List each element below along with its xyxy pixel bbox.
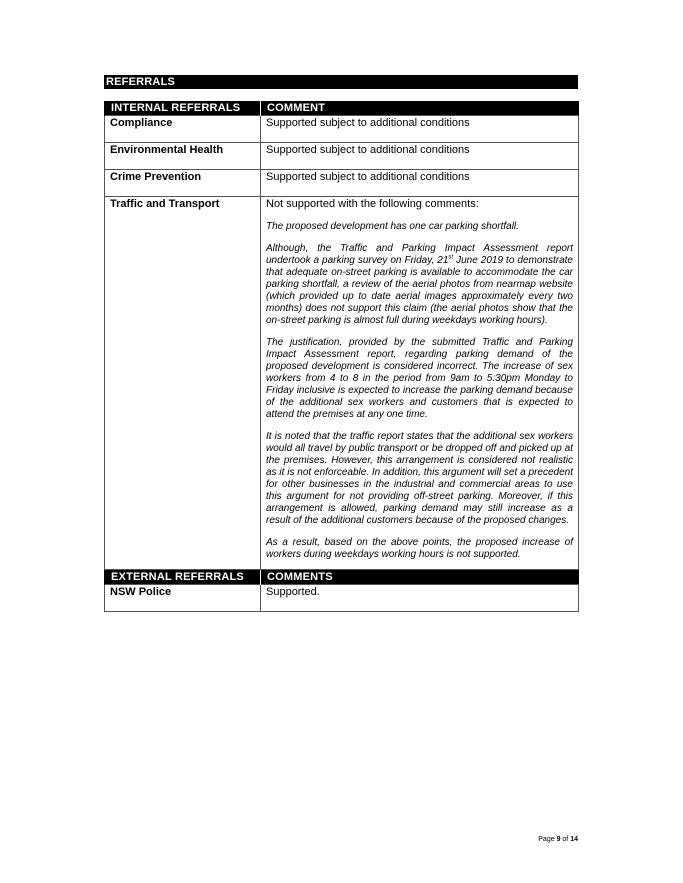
section-title-referrals: REFERRALS	[104, 75, 578, 89]
referral-comment: Supported subject to additional conditions	[261, 170, 579, 197]
referral-name: NSW Police	[105, 585, 261, 612]
referral-name: Compliance	[105, 116, 261, 143]
table-row-nsw-police	[105, 585, 579, 612]
traffic-lead-text: Not supported with the following comments:	[266, 198, 479, 210]
referral-name: Traffic and Transport	[105, 197, 261, 570]
referral-comment: Supported.	[261, 585, 579, 612]
external-referrals-header: EXTERNAL REFERRALS	[105, 570, 261, 585]
table-row-environmental-health	[105, 143, 579, 170]
table-row-compliance	[105, 116, 579, 143]
referral-comment: Supported subject to additional conditions	[261, 116, 579, 143]
traffic-paragraph-2	[266, 243, 573, 327]
comments-header: COMMENTS	[261, 570, 579, 585]
date-ordinal-suffix: st	[448, 254, 454, 261]
internal-referrals-header-row	[105, 101, 579, 116]
traffic-paragraph-1: The proposed development has one car parking shortfall.	[266, 221, 519, 232]
traffic-paragraph-5: As a result, based on the above points, the proposed increase of workers during weekdays working hours is not supported.	[266, 537, 573, 560]
traffic-paragraph-2-part-a: Although, the Traffic and Parking Impact Assessment report undertook a parking survey on Friday, 21	[266, 243, 573, 266]
traffic-paragraph-2-part-b: June 2019 to demonstrate that adequate on-street parking is available to accommodate the car parking shortfall, a review of the aerial photos from nearmap website (which provided up to date aerial images approximately every two months) does not support this claim (the aerial photos show that the on-street parking is almost full during weekdays working hours).	[266, 255, 573, 326]
traffic-paragraph-3: The justification, provided by the submitted Traffic and Parking Impact Assessment report, regarding parking demand of the proposed development is considered incorrect. The increase of sex workers from 4 to 8 in the period from 9am to 5:30pm Monday to Friday inclusive is expected to increase the parking demand because of the additional sex workers and customers that is expected to attend the premises at any one time.	[266, 337, 573, 420]
page-total: 14	[570, 836, 578, 843]
external-referrals-header-row	[105, 570, 579, 585]
table-row-traffic-and-transport	[105, 197, 579, 570]
page-of: of	[560, 836, 571, 843]
traffic-comment-cell	[261, 197, 579, 570]
page-current: 9	[556, 836, 561, 843]
traffic-paragraph-4: It is noted that the traffic report states that the additional sex workers would all travel by public transport or be dropped off and picked up at the premises. However, this arrangement is considered not realistic as it is not enforceable. In addition, this argument will set a precedent for other businesses in the industrial and commercial areas to use this argument for not providing off-street parking. Moreover, if this arrangement is allowed, parking demand may still increase as a result of the additional customers because of the proposed changes.	[266, 431, 573, 526]
referrals-table	[104, 101, 579, 612]
table-row-crime-prevention	[105, 170, 579, 197]
referral-comment: Supported subject to additional conditions	[261, 143, 579, 170]
comment-header: COMMENT	[261, 101, 579, 116]
referral-name: Environmental Health	[105, 143, 261, 170]
referral-name: Crime Prevention	[105, 170, 261, 197]
internal-referrals-header: INTERNAL REFERRALS	[105, 101, 261, 116]
page-number	[500, 836, 578, 843]
page-prefix: Page	[538, 836, 557, 843]
